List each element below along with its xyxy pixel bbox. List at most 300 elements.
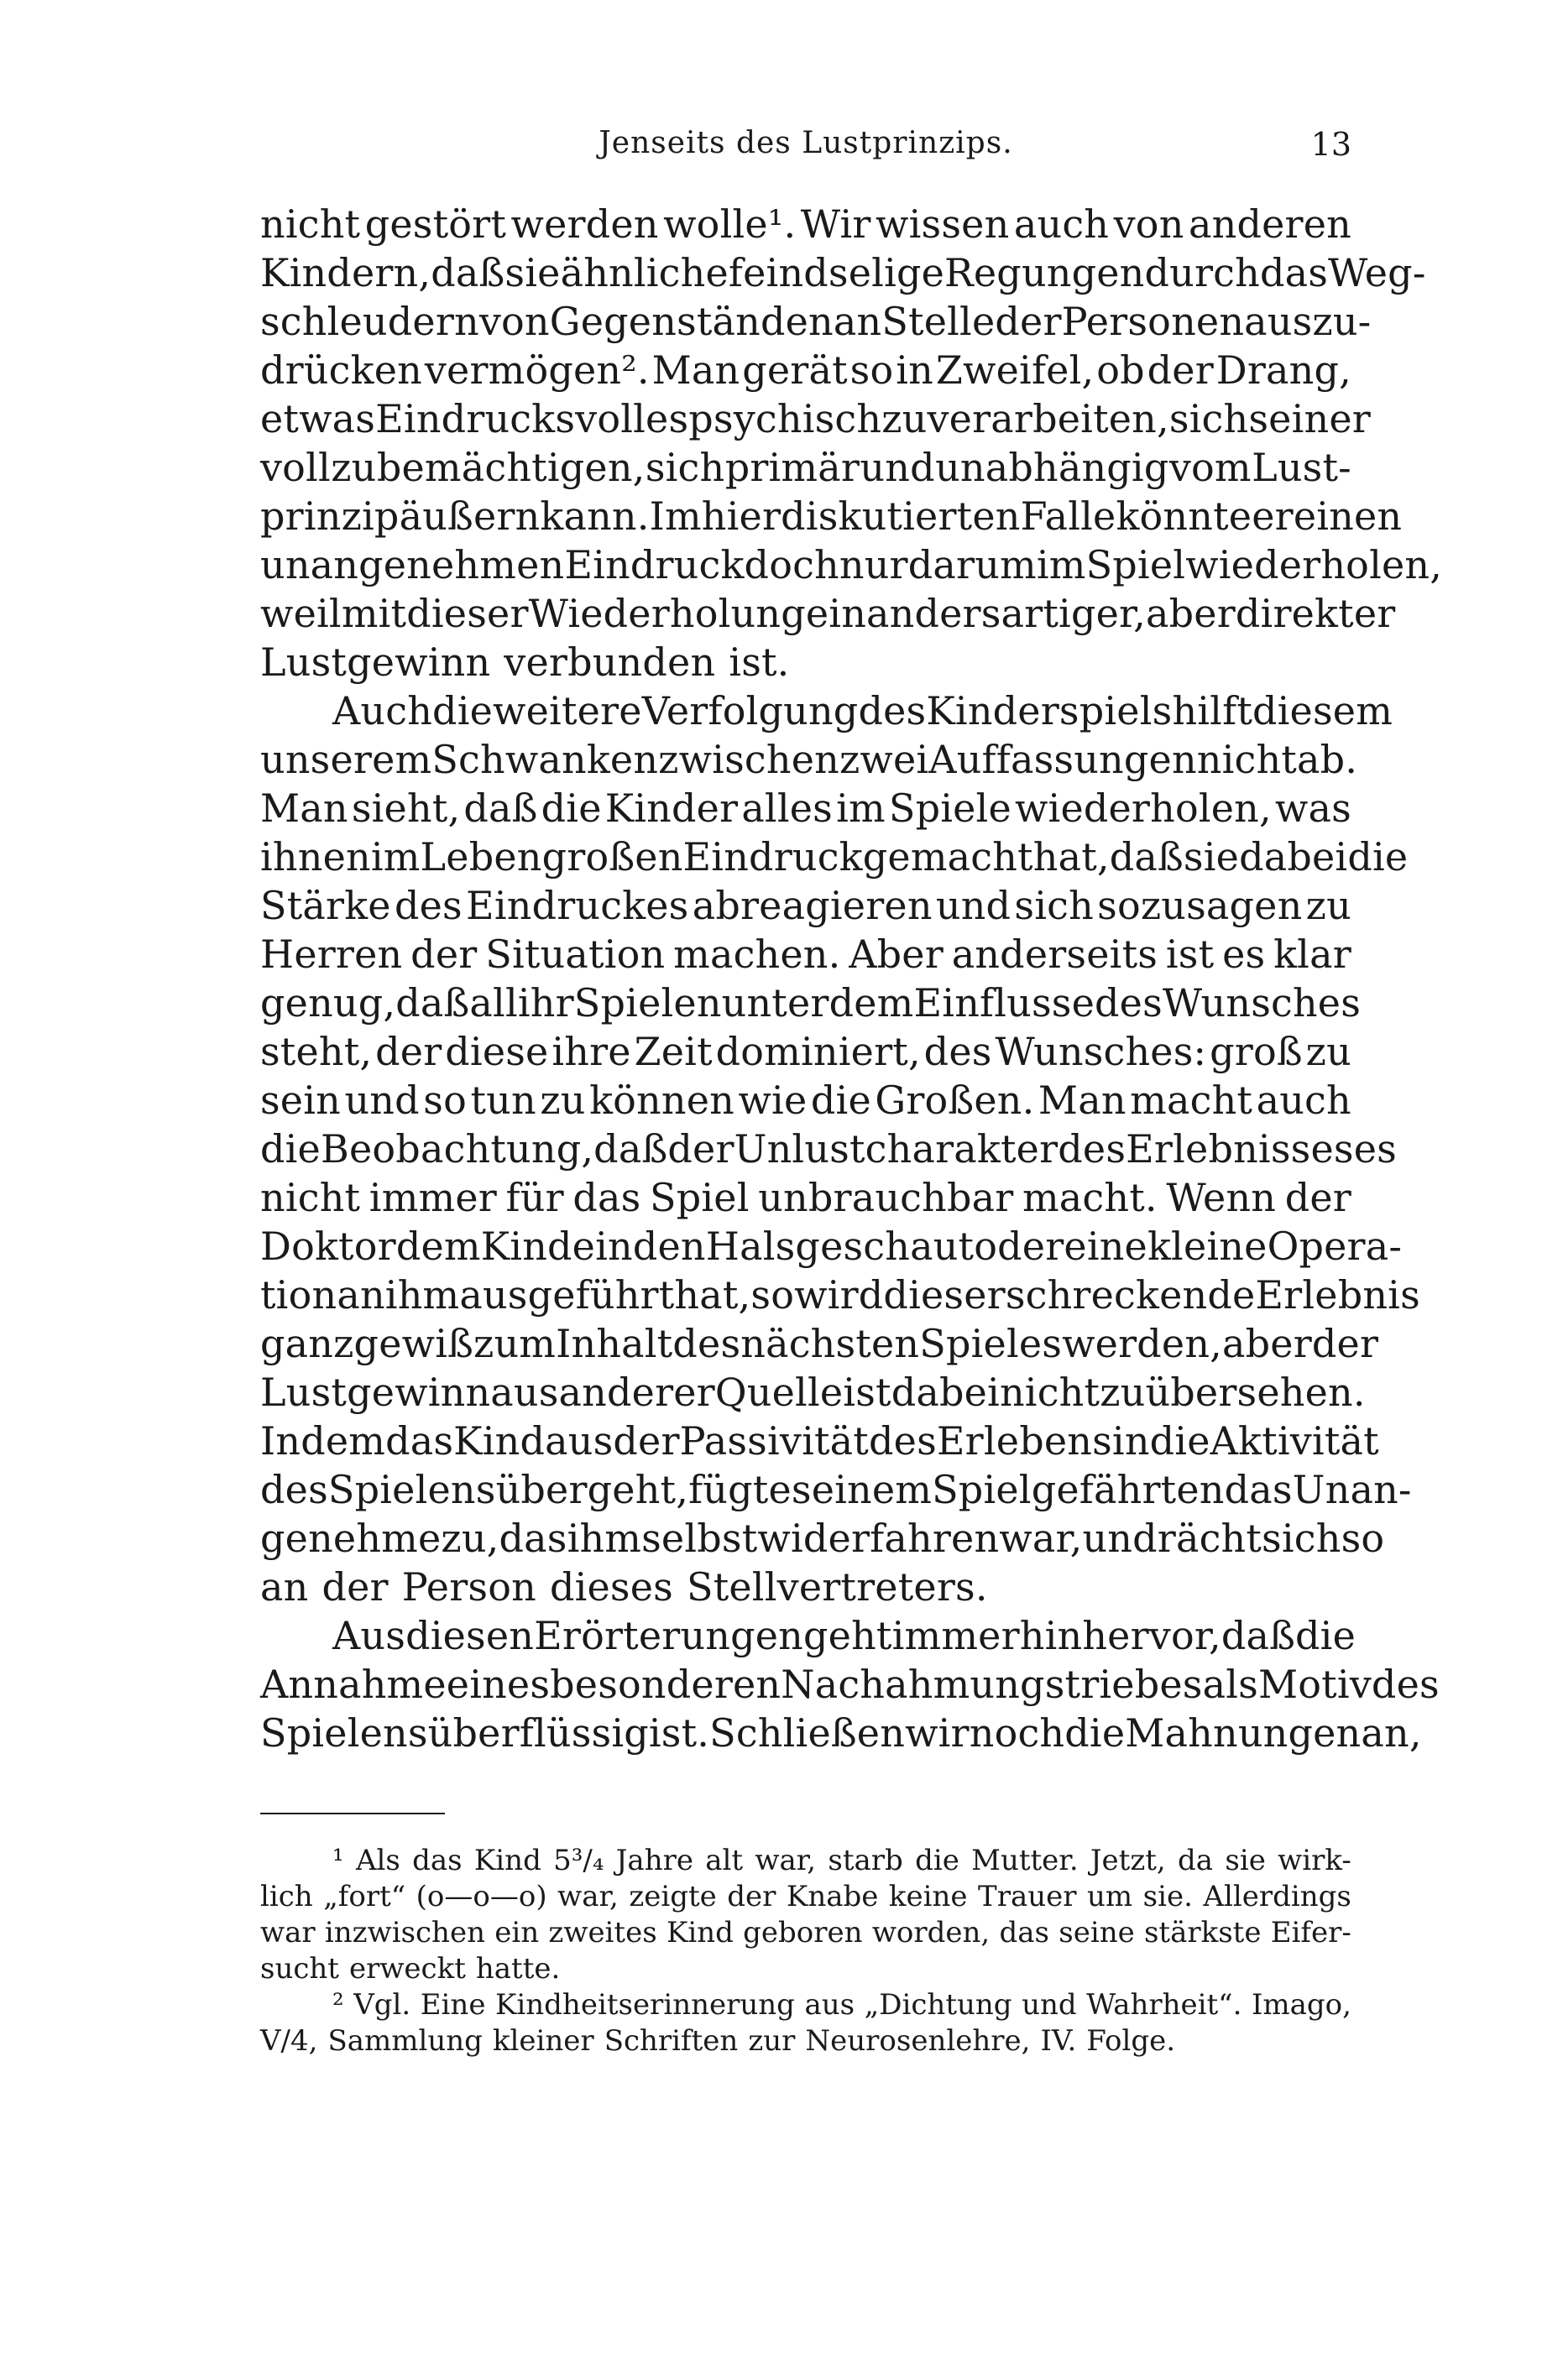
word: dem: [829, 980, 914, 1026]
word: ähnliche: [560, 250, 729, 295]
text-line: [260, 832, 1409, 881]
footnote-word: sucht: [260, 1952, 339, 1986]
footnote-line: [260, 1879, 1351, 1915]
footnote-word: der: [727, 1880, 776, 1913]
word: den: [632, 1224, 706, 1269]
word: anderer: [558, 1370, 715, 1415]
word: des: [260, 1467, 328, 1512]
word: sie: [504, 250, 561, 295]
word: das: [572, 1175, 641, 1220]
text-line: [260, 1076, 1351, 1125]
word: bemächtigen,: [376, 445, 646, 490]
footnote-word: (o—o—o): [416, 1880, 547, 1913]
footnote-word: 5³/₄: [553, 1844, 604, 1877]
word: anderseits: [951, 932, 1158, 977]
word: er: [1252, 493, 1294, 539]
word: Situation: [485, 932, 666, 977]
footnote-word: alt: [705, 1844, 744, 1877]
footnote-word: lich: [260, 1880, 313, 1913]
word: werden: [510, 201, 659, 247]
word: macht: [1130, 1078, 1253, 1123]
word: ausgeführt: [459, 1272, 675, 1318]
footnote-word: seine: [1059, 1916, 1135, 1949]
word: dabei: [891, 1370, 1000, 1415]
page-number: 13: [1310, 126, 1351, 163]
footnotes: [260, 1843, 1351, 2059]
word: Erlebens: [936, 1418, 1112, 1464]
word: es: [768, 1467, 812, 1512]
word: wolle¹.: [663, 201, 797, 247]
word: Annahme: [260, 1662, 447, 1707]
word: die: [541, 786, 602, 831]
word: Drang,: [1215, 347, 1351, 393]
word: äußern: [399, 493, 541, 539]
footnote-word: Folge.: [1086, 2024, 1176, 2058]
word: verbunden: [504, 639, 716, 685]
word: schleudern: [260, 299, 479, 344]
word: einen: [1293, 493, 1403, 539]
word: das: [499, 1516, 567, 1561]
footnote-word: war,: [755, 1844, 817, 1877]
word: aus: [545, 1418, 614, 1464]
word: rächt: [1157, 1516, 1262, 1561]
running-title: Jenseits des Lustprinzips.: [599, 126, 1013, 160]
word: es: [1222, 932, 1266, 977]
word: in: [1111, 1418, 1150, 1464]
word: in: [896, 347, 933, 393]
word: ihnen: [260, 834, 371, 879]
word: all: [469, 980, 518, 1026]
word: an: [833, 299, 882, 344]
footnote-word: war,: [557, 1880, 619, 1913]
footnote-word: Kind: [666, 1916, 734, 1949]
footnote-word: V/4,: [260, 2024, 318, 2058]
word: tion: [260, 1272, 337, 1318]
word: der: [410, 932, 478, 977]
word: gemacht: [862, 834, 1033, 879]
word: tun: [470, 1078, 536, 1123]
word: darum: [907, 542, 1037, 587]
word: drücken: [260, 347, 422, 393]
word: Unlustcharakter: [734, 1126, 1059, 1172]
word: wird: [794, 1272, 884, 1318]
footnote-word: inzwischen: [324, 1916, 485, 1949]
word: geht: [803, 1613, 892, 1658]
word: an: [260, 1564, 309, 1610]
text-line: [260, 735, 1358, 784]
word: auch: [1256, 1078, 1351, 1123]
word: zu: [540, 1078, 586, 1123]
word: psychisch: [688, 396, 882, 441]
word: Personen: [1061, 299, 1245, 344]
text-line: [260, 540, 1443, 589]
word: werden,: [1062, 1321, 1222, 1366]
word: übersehen.: [1145, 1370, 1366, 1415]
word: Man: [260, 786, 348, 831]
text-line: [260, 1563, 1351, 1611]
word: Herren: [260, 932, 403, 977]
footnote-word: und: [1022, 1988, 1077, 2022]
word: von: [1113, 201, 1184, 247]
word: ein: [805, 591, 867, 636]
word: Mahnungen: [1125, 1710, 1362, 1756]
word: Stelle: [881, 299, 996, 344]
word: ob: [1096, 347, 1145, 393]
footnote-word: Jetzt,: [1090, 1844, 1166, 1877]
word: so: [750, 1272, 795, 1318]
footnote-word: war: [260, 1916, 316, 1949]
word: aber: [1222, 1321, 1312, 1366]
text-line: [260, 930, 1351, 979]
word: Doktor: [260, 1224, 396, 1269]
word: Stellvertreters.: [686, 1564, 988, 1610]
word: so: [1341, 1516, 1385, 1561]
footnote-word: um: [1087, 1880, 1133, 1913]
word: unbrauchbar: [758, 1175, 1014, 1220]
word: Lust-: [1252, 445, 1351, 490]
text-line: [260, 1125, 1397, 1173]
text-line: [260, 1173, 1351, 1222]
footnote-word: sie.: [1142, 1880, 1193, 1913]
word: Kinderspiels: [926, 688, 1173, 733]
word: dominiert,: [715, 1029, 921, 1074]
text-line: [260, 1368, 1366, 1417]
footnote-word: Eine: [420, 1988, 486, 2022]
text-line: [260, 979, 1362, 1027]
word: und: [1082, 1516, 1158, 1561]
word: Spielens: [260, 1710, 428, 1756]
word: des: [858, 688, 927, 733]
word: Erörterungen: [534, 1613, 804, 1658]
footnote-word: Imago,: [1251, 1988, 1351, 2022]
word: sie: [1183, 834, 1240, 879]
word: Wir: [800, 201, 871, 247]
word: Gegenständen: [549, 299, 834, 344]
word: in: [595, 1224, 633, 1269]
word: war,: [999, 1516, 1083, 1561]
word: eine: [1064, 1224, 1147, 1269]
word: sich: [645, 445, 725, 490]
word: im: [370, 834, 421, 879]
word: Wunsches:: [995, 1029, 1207, 1074]
word: Kinde: [480, 1224, 596, 1269]
word: wir: [905, 1710, 970, 1756]
word: Indem: [260, 1418, 386, 1464]
text-line: [260, 1319, 1379, 1368]
text-line: [260, 248, 1426, 297]
footnote-word: kleiner: [492, 2024, 594, 2058]
word: Falle: [1020, 493, 1116, 539]
word: der: [1147, 347, 1214, 393]
footnote-word: „Dichtung: [864, 1988, 1012, 2022]
footnote-word: Eifer-: [1270, 1916, 1351, 1949]
word: Kinder: [604, 786, 739, 831]
text-line: [260, 638, 1351, 686]
word: Spiele: [888, 786, 1012, 831]
text-line: [260, 1222, 1403, 1271]
text-line: [260, 1465, 1412, 1514]
footnote-word: starb: [828, 1844, 903, 1877]
word: Hals: [705, 1224, 796, 1269]
word: des: [1058, 1126, 1127, 1172]
footnote-word: ²: [332, 1988, 344, 2022]
word: daß: [1221, 1613, 1296, 1658]
word: Opera-: [1267, 1224, 1403, 1269]
word: von: [478, 299, 550, 344]
word: nicht: [999, 1370, 1100, 1415]
word: Aus: [332, 1613, 406, 1658]
word: Aber: [849, 932, 944, 977]
word: zu: [881, 396, 928, 441]
body-text: [260, 200, 1443, 1757]
word: Lustgewinn: [260, 639, 491, 685]
word: und: [860, 445, 935, 490]
word: Schließen: [709, 1710, 906, 1756]
footnote-word: die: [915, 1844, 959, 1877]
word: nicht: [260, 201, 361, 247]
footnote-word: sie: [1225, 1844, 1266, 1877]
footnote-word: Mutter.: [971, 1844, 1079, 1877]
word: seiner: [1248, 396, 1371, 441]
word: Verfolgung: [641, 688, 859, 733]
running-head: [260, 126, 1351, 168]
word: selbst: [641, 1516, 758, 1561]
footnote-word: geboren: [743, 1916, 863, 1949]
word: nur: [839, 542, 908, 587]
word: steht,: [260, 1029, 373, 1074]
text-line: [260, 881, 1351, 930]
word: Zweifel,: [935, 347, 1095, 393]
text-line: [260, 1611, 1357, 1660]
footnote-word: aus: [804, 1988, 855, 2022]
word: weil: [260, 591, 342, 636]
word: des: [923, 1029, 992, 1074]
word: oder: [974, 1224, 1064, 1269]
word: Eindruckes: [466, 883, 689, 928]
word: das: [385, 1418, 454, 1464]
word: an,: [1361, 1710, 1422, 1756]
footnote-word: da: [1178, 1844, 1214, 1877]
word: Eindruck: [564, 542, 745, 587]
word: sein: [260, 1078, 341, 1123]
footnote-word: keine: [888, 1880, 968, 1913]
word: vom: [1168, 445, 1252, 490]
footnote-word: Sammlung: [327, 2024, 483, 2058]
word: daß: [395, 980, 470, 1026]
text-line: [260, 200, 1351, 248]
text-line: [260, 1660, 1440, 1709]
word: nicht: [260, 1175, 361, 1220]
footnote-word: Vgl.: [353, 1988, 411, 2022]
word: besonderen: [550, 1662, 782, 1707]
word: im: [836, 786, 886, 831]
footnote-word: worden,: [871, 1916, 991, 1949]
word: daß: [431, 250, 505, 295]
word: fügt: [688, 1467, 769, 1512]
footnote-line: [260, 1915, 1351, 1951]
word: Passivität: [679, 1418, 869, 1464]
word: Erlebnis: [1255, 1272, 1420, 1318]
word: Quelle: [714, 1370, 844, 1415]
word: alles: [741, 786, 833, 831]
word: hat,: [674, 1272, 751, 1318]
word: primär: [724, 445, 860, 490]
word: auch: [1013, 201, 1110, 247]
text-line: [260, 686, 1393, 735]
word: hilft: [1172, 688, 1252, 733]
word: für: [505, 1175, 564, 1220]
word: genug,: [260, 980, 396, 1026]
word: kann.: [540, 493, 650, 539]
word: mit: [341, 591, 407, 636]
word: aber: [1146, 591, 1236, 636]
word: ihm: [384, 1272, 460, 1318]
footnote-word: das: [999, 1916, 1049, 1949]
word: sich: [1168, 396, 1249, 441]
footnote-word: zur: [748, 2024, 796, 2058]
footnote-word: ein: [494, 1916, 540, 1949]
word: es: [1353, 1126, 1397, 1172]
word: Schwanken: [431, 737, 659, 782]
word: übergeht,: [495, 1467, 689, 1512]
word: Man: [1038, 1078, 1127, 1123]
word: Kindern,: [260, 250, 431, 295]
word: der: [321, 1564, 389, 1610]
word: des: [869, 1418, 937, 1464]
word: ab.: [1297, 737, 1358, 782]
word: großen: [541, 834, 683, 879]
footnote-line: [260, 1987, 1351, 2023]
word: nächsten: [740, 1321, 920, 1366]
word: aus: [490, 1370, 559, 1415]
footnote-word: Schriften: [604, 2024, 739, 2058]
word: Zeit: [634, 1029, 713, 1074]
footnote-divider: [260, 1813, 445, 1814]
word: Wunsches: [1162, 980, 1362, 1026]
word: wie: [738, 1078, 808, 1123]
word: dem: [395, 1224, 481, 1269]
word: Wiederholung: [528, 591, 806, 636]
word: zu: [1305, 1029, 1351, 1074]
word: Beobachtung,: [320, 1126, 594, 1172]
footnote-word: Neurosenlehre,: [805, 2024, 1031, 2058]
word: Spielens: [327, 1467, 496, 1512]
word: prinzip: [260, 493, 400, 539]
word: machen.: [673, 932, 841, 977]
word: Unan-: [1292, 1467, 1412, 1512]
word: sich: [1014, 883, 1094, 928]
word: gewiß: [353, 1321, 474, 1366]
word: die: [432, 688, 494, 733]
word: voll: [260, 445, 331, 490]
word: dieser: [406, 591, 529, 636]
word: widerfahren: [757, 1516, 1000, 1561]
word: andersartiger,: [866, 591, 1146, 636]
word: Eindrucksvolles: [375, 396, 689, 441]
word: direkter: [1235, 591, 1396, 636]
word: Stärke: [260, 883, 391, 928]
word: unserem: [260, 737, 432, 782]
word: zu: [331, 445, 377, 490]
word: kleine: [1147, 1224, 1268, 1269]
word: so: [423, 1078, 467, 1123]
word: ist: [843, 1370, 891, 1415]
word: der: [995, 299, 1062, 344]
word: unangenehmen: [260, 542, 565, 587]
word: Kind: [453, 1418, 546, 1464]
word: nicht: [1196, 737, 1297, 782]
word: Regungen: [944, 250, 1145, 295]
word: unter: [721, 980, 829, 1026]
footnote-word: Kindheitserinnerung: [495, 1988, 795, 2022]
word: hier: [701, 493, 782, 539]
word: Spiel: [650, 1175, 750, 1220]
word: diesen: [405, 1613, 535, 1658]
word: diesem: [1252, 688, 1393, 733]
word: Spiel: [1085, 542, 1186, 587]
word: der: [1311, 1321, 1379, 1366]
word: Man: [651, 347, 740, 393]
word: die: [1064, 1710, 1126, 1756]
word: der: [1284, 1175, 1351, 1220]
word: Nachahmungstriebes: [781, 1662, 1203, 1707]
footnote-word: hatte.: [475, 1952, 561, 1986]
word: Spieles: [919, 1321, 1063, 1366]
word: daß: [593, 1126, 668, 1172]
text-line: [260, 443, 1351, 492]
word: der: [667, 1126, 734, 1172]
word: der: [375, 1029, 442, 1074]
text-line: [260, 784, 1351, 832]
word: Lustgewinn: [260, 1370, 491, 1415]
word: erschreckende: [964, 1272, 1256, 1318]
text-line: [260, 1417, 1379, 1465]
word: eines: [446, 1662, 551, 1707]
word: des: [1371, 1662, 1440, 1707]
word: und: [935, 883, 1012, 928]
word: Person: [401, 1564, 536, 1610]
footnote-word: wirk-: [1278, 1844, 1351, 1877]
word: die: [260, 1126, 321, 1172]
word: des: [1095, 980, 1163, 1026]
footnote-word: Als: [355, 1844, 400, 1877]
word: die: [810, 1078, 871, 1123]
word: immerhin: [891, 1613, 1083, 1658]
word: Erlebnisses: [1126, 1126, 1354, 1172]
word: Aktivität: [1210, 1418, 1379, 1464]
word: hervor,: [1082, 1613, 1221, 1658]
word: geschaut: [795, 1224, 975, 1269]
word: an: [337, 1272, 385, 1318]
word: ist.: [648, 1710, 710, 1756]
word: zwischen: [658, 737, 839, 782]
word: dabei: [1239, 834, 1348, 879]
footnote-word: Kind: [473, 1844, 541, 1877]
word: Motiv: [1257, 1662, 1372, 1707]
word: etwas: [260, 396, 376, 441]
word: zwei: [839, 737, 929, 782]
text-line: [260, 589, 1396, 638]
word: ist.: [729, 639, 790, 685]
word: groß: [1210, 1029, 1303, 1074]
footnote-line: [260, 2023, 1351, 2059]
word: weitere: [493, 688, 642, 733]
footnote-word: stärkste: [1143, 1916, 1262, 1949]
word: ist: [1165, 932, 1215, 977]
word: immer: [369, 1175, 497, 1220]
footnote-word: das: [412, 1844, 463, 1877]
word: so: [849, 347, 894, 393]
